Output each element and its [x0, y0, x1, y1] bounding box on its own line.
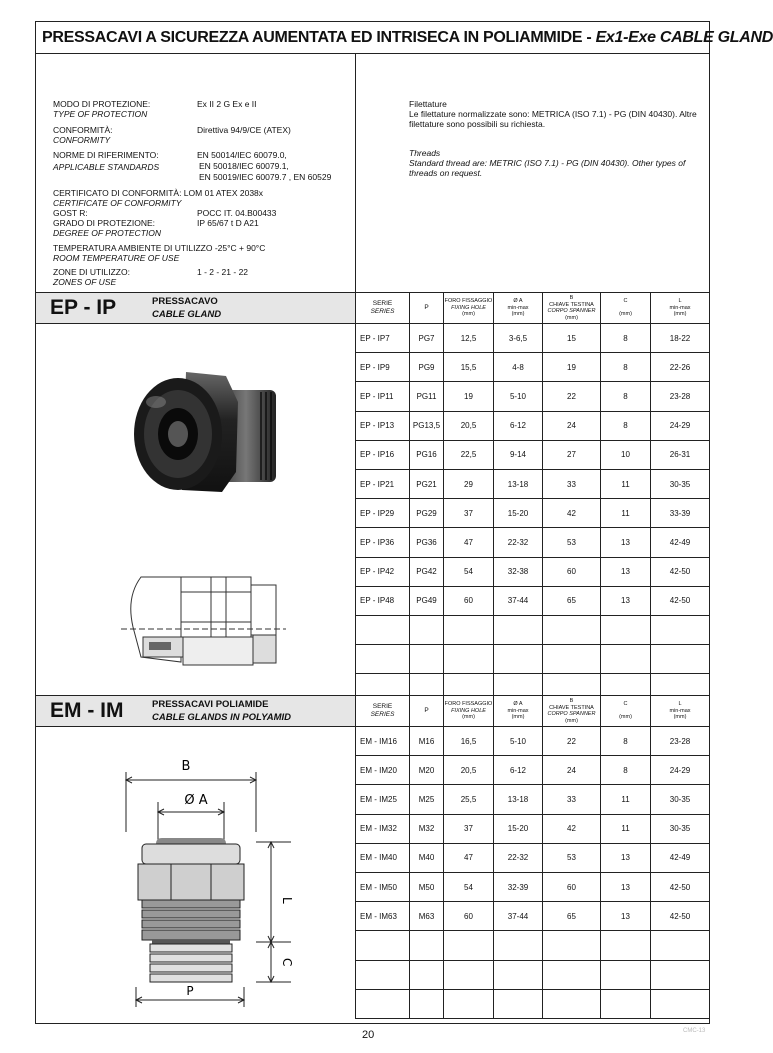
table-cell: PG36 — [410, 528, 444, 557]
table-cell: PG7 — [410, 324, 444, 353]
table-cell — [601, 989, 651, 1018]
table-cell: PG11 — [410, 382, 444, 411]
table-cell: PG16 — [410, 440, 444, 469]
table-cell: M50 — [410, 872, 444, 901]
table-cell: PG9 — [410, 353, 444, 382]
table-cell — [601, 615, 651, 644]
table-cell: PG49 — [410, 586, 444, 615]
em-table: SERIE SERIES P FORO FISSAGGIO FIXING HOLE (mm) Ø A min-max (mm) B CHIAVE TESTINA CORPO SPANNER (mm) C (mm) L min-max (mm) EM - IM16 M16 16,5 5-10 22 8 23-28 EM - IM20 M20 20,5 6-12 24 8 24-29 EM - IM25 M25 25,5 13-18 33 11 30-35 EM - IM32 M32 37 15-20 42 11 30-35 EM - IM40 M40 47 22-32 53 13 42-49 EM - IM50 M50 54 32-39 60 13 42-50 EM - IM63 M63 60 37-44 65 13 42-50 — [355, 695, 710, 1019]
table-cell — [543, 645, 601, 674]
table-cell: EP - IP36 — [356, 528, 410, 557]
table-cell: 8 — [601, 411, 651, 440]
table-cell: EM - IM63 — [356, 902, 410, 931]
table-cell: M32 — [410, 814, 444, 843]
table-cell: 11 — [601, 814, 651, 843]
table-cell: PG29 — [410, 499, 444, 528]
table-row — [356, 557, 710, 586]
table-row — [356, 989, 710, 1018]
table-cell: 37-44 — [494, 586, 543, 615]
dim-phi-a-label: Ø A — [184, 793, 208, 808]
table-cell: 26-31 — [651, 440, 710, 469]
dim-l-label: L — [280, 897, 294, 904]
table-cell: EP - IP16 — [356, 440, 410, 469]
table-cell: 22-32 — [494, 528, 543, 557]
table-cell: 42-50 — [651, 557, 710, 586]
table-cell: PG42 — [410, 557, 444, 586]
em-section-header: EM - IM PRESSACAVI POLIAMIDE CABLE GLANDS IN POLYAMID — [36, 695, 709, 727]
table-cell — [601, 931, 651, 960]
table-cell: 13 — [601, 528, 651, 557]
table-cell: 53 — [543, 528, 601, 557]
table-cell: EP - IP11 — [356, 382, 410, 411]
table-cell: 11 — [601, 785, 651, 814]
dim-p-label: P — [186, 984, 194, 998]
ep-section-header: EP - IP PRESSACAVO CABLE GLAND — [36, 292, 709, 324]
table-cell: 65 — [543, 586, 601, 615]
table-cell: 42-50 — [651, 586, 710, 615]
table-cell — [410, 615, 444, 644]
table-row — [356, 843, 710, 872]
threads-en-title: Threads — [409, 148, 441, 158]
table-row — [356, 382, 710, 411]
table-cell: EM - IM40 — [356, 843, 410, 872]
table-cell: 23-28 — [651, 382, 710, 411]
table-cell: 60 — [543, 557, 601, 586]
table-cell — [494, 645, 543, 674]
table-cell: 20,5 — [444, 756, 494, 785]
table-cell: EP - IP48 — [356, 586, 410, 615]
table-row — [356, 960, 710, 989]
table-cell — [410, 989, 444, 1018]
table-cell: 22 — [543, 382, 601, 411]
table-cell — [543, 615, 601, 644]
table-cell: 13 — [601, 586, 651, 615]
table-cell: 11 — [601, 469, 651, 498]
table-cell — [543, 931, 601, 960]
table-cell: 16,5 — [444, 727, 494, 756]
table-cell: EP - IP13 — [356, 411, 410, 440]
cable-gland-photo — [116, 362, 286, 502]
footer-code: CMC-13 — [683, 1028, 706, 1034]
table-cell — [444, 989, 494, 1018]
table-row — [356, 727, 710, 756]
table-cell: EM - IM32 — [356, 814, 410, 843]
table-cell: 47 — [444, 843, 494, 872]
cable-gland-section-drawing — [121, 547, 291, 677]
table-cell: 37 — [444, 814, 494, 843]
table-cell — [356, 615, 410, 644]
table-cell: 3-6,5 — [494, 324, 543, 353]
em-code: EM - IM — [50, 699, 124, 722]
table-cell: 32-39 — [494, 872, 543, 901]
conformity-value: Direttiva 94/9/CE (ATEX) — [197, 125, 291, 135]
table-cell: 30-35 — [651, 785, 710, 814]
table-cell: EM - IM25 — [356, 785, 410, 814]
table-cell: 13-18 — [494, 469, 543, 498]
table-cell: PG13,5 — [410, 411, 444, 440]
table-cell — [444, 645, 494, 674]
table-cell — [543, 989, 601, 1018]
table-cell: 8 — [601, 324, 651, 353]
table-cell: EM - IM50 — [356, 872, 410, 901]
table-cell: 13 — [601, 872, 651, 901]
table-cell: 5-10 — [494, 382, 543, 411]
table-cell: 54 — [444, 557, 494, 586]
specs-section: MODO DI PROTEZIONE: TYPE OF PROTECTION Ex II 2 G Ex e II CONFORMITÀ: CONFORMITY Direttiva 94/9/CE (ATEX) NORME DI RIFERIMENTO: APPLICABLE STANDARDS EN 50014/IEC 60079.0, EN 50018/IEC 60079.1, EN 50019/IEC 60079.7 , EN 60529 CERTIFICATO DI CONFORMITÀ: LOM 01 ATEX 2038x CERTIFICATE OF CONFORMITY GOST R: POCC IT. 04.B00433 GRADO DI PROTEZIONE: DEGREE OF PROTECTION IP 65/67 t D A21 TEMPERATURA AMBIENTE DI UTILIZZO -25°C + 90°C ROOM TEMPERATURE OF USE ZONE DI UTILIZZO: ZONES OF USE 1 - 2 - 21 - 22 Filettature Le filettature normalizzate sono: METRICA (ISO 7.1) - PG (DIN 40430). Altre filettature sono possibili su richiesta. Threads Standard thread are: METRIC (ISO 7.1) - PG (DIN 40430). Other types of threads on request. — [36, 54, 709, 314]
table-row — [356, 902, 710, 931]
table-cell — [651, 645, 710, 674]
table-cell: EP - IP21 — [356, 469, 410, 498]
table-cell: 18-22 — [651, 324, 710, 353]
table-cell: 13-18 — [494, 785, 543, 814]
page-number: 20 — [362, 1029, 375, 1041]
table-cell — [601, 960, 651, 989]
table-cell: 37-44 — [494, 902, 543, 931]
table-cell — [494, 931, 543, 960]
page-frame — [35, 21, 773, 1024]
table-cell: 19 — [543, 353, 601, 382]
table-cell: 22-32 — [494, 843, 543, 872]
table-cell — [356, 931, 410, 960]
table-row — [356, 615, 710, 644]
table-cell: 27 — [543, 440, 601, 469]
table-cell: 8 — [601, 756, 651, 785]
table-cell: EM - IM16 — [356, 727, 410, 756]
table-cell: 33 — [543, 469, 601, 498]
table-cell: 6-12 — [494, 756, 543, 785]
table-cell: 42 — [543, 814, 601, 843]
table-cell: 42 — [543, 499, 601, 528]
table-cell: 15 — [543, 324, 601, 353]
table-cell: 6-12 — [494, 411, 543, 440]
table-row — [356, 931, 710, 960]
table-cell — [494, 615, 543, 644]
ep-code: EP - IP — [50, 296, 117, 319]
table-cell: 24 — [543, 411, 601, 440]
table-row — [356, 528, 710, 557]
table-cell: 12,5 — [444, 324, 494, 353]
table-cell: 9-14 — [494, 440, 543, 469]
table-cell — [494, 989, 543, 1018]
table-cell: 4-8 — [494, 353, 543, 382]
table-cell — [444, 615, 494, 644]
dim-c-label: C — [280, 958, 294, 967]
table-cell: 42-49 — [651, 843, 710, 872]
table-cell: 37 — [444, 499, 494, 528]
table-cell: EP - IP9 — [356, 353, 410, 382]
table-cell: 60 — [444, 586, 494, 615]
table-cell: 30-35 — [651, 469, 710, 498]
table-cell: 22,5 — [444, 440, 494, 469]
protection-label: MODO DI PROTEZIONE: — [53, 99, 151, 109]
table-row — [356, 756, 710, 785]
table-cell — [356, 960, 410, 989]
table-cell: 32-38 — [494, 557, 543, 586]
table-row — [356, 814, 710, 843]
protection-value: Ex II 2 G Ex e II — [197, 99, 257, 109]
table-cell: 53 — [543, 843, 601, 872]
table-cell: 13 — [601, 902, 651, 931]
table-row — [356, 469, 710, 498]
table-row — [356, 499, 710, 528]
table-cell: 24-29 — [651, 756, 710, 785]
table-cell — [651, 989, 710, 1018]
table-cell: EM - IM20 — [356, 756, 410, 785]
table-cell: 15,5 — [444, 353, 494, 382]
table-cell — [601, 645, 651, 674]
table-cell — [651, 931, 710, 960]
table-cell: 5-10 — [494, 727, 543, 756]
table-cell: 60 — [444, 902, 494, 931]
table-cell: M25 — [410, 785, 444, 814]
table-cell: 54 — [444, 872, 494, 901]
table-cell: 15-20 — [494, 499, 543, 528]
table-cell: 29 — [444, 469, 494, 498]
table-cell: M63 — [410, 902, 444, 931]
table-row — [356, 353, 710, 382]
table-row — [356, 324, 710, 353]
table-cell — [410, 645, 444, 674]
table-cell: 8 — [601, 353, 651, 382]
table-cell: 42-49 — [651, 528, 710, 557]
em-dimension-drawing — [116, 752, 296, 1017]
ep-table: SERIE SERIES P FORO FISSAGGIO FIXING HOLE (mm) Ø A min-max (mm) B CHIAVE TESTINA CORPO SPANNER (mm) C (mm) L min-max (mm) EP - IP7 PG7 12,5 3-6,5 15 8 18-22 EP - IP9 PG9 15,5 4-8 19 8 22-26 EP - IP11 PG11 19 5-10 22 8 23-28 EP - IP13 PG13,5 20,5 6-12 24 8 24-29 EP - IP16 PG16 22,5 9-14 27 10 26-31 EP - IP21 PG21 29 13-18 33 11 30-35 EP - IP29 PG29 37 15-20 42 11 33-39 EP - IP36 PG36 47 22-32 53 13 42-49 EP - IP42 PG42 54 32-38 60 13 42-50 EP - IP48 PG49 60 37-44 65 13 42-50 — [355, 292, 710, 703]
table-cell: 19 — [444, 382, 494, 411]
threads-it-text: Le filettature normalizzate sono: METRICA (ISO 7.1) - PG (DIN 40430). Altre filettature sono possibili su richiesta. — [409, 109, 697, 129]
table-cell: EP - IP42 — [356, 557, 410, 586]
table-cell: EP - IP29 — [356, 499, 410, 528]
table-row — [356, 586, 710, 615]
table-row — [356, 645, 710, 674]
table-cell: EP - IP7 — [356, 324, 410, 353]
table-cell: 10 — [601, 440, 651, 469]
table-row — [356, 872, 710, 901]
table-cell: M16 — [410, 727, 444, 756]
table-cell: 42-50 — [651, 872, 710, 901]
table-cell: 13 — [601, 843, 651, 872]
table-row — [356, 785, 710, 814]
table-cell: 20,5 — [444, 411, 494, 440]
table-cell — [410, 931, 444, 960]
table-cell: 13 — [601, 557, 651, 586]
table-cell: 24-29 — [651, 411, 710, 440]
table-cell — [444, 931, 494, 960]
table-cell: 60 — [543, 872, 601, 901]
table-cell: M20 — [410, 756, 444, 785]
table-cell: M40 — [410, 843, 444, 872]
table-row — [356, 411, 710, 440]
table-cell — [651, 960, 710, 989]
table-cell: 65 — [543, 902, 601, 931]
table-cell: 25,5 — [444, 785, 494, 814]
table-cell — [356, 989, 410, 1018]
table-cell: 23-28 — [651, 727, 710, 756]
page-title: PRESSACAVI A SICUREZZA AUMENTATA ED INTRISECA IN POLIAMMIDE - Ex1-Exe CABLE GLAND — [36, 22, 709, 54]
table-cell: 22-26 — [651, 353, 710, 382]
threads-it-title: Filettature — [409, 99, 447, 109]
table-cell — [444, 960, 494, 989]
table-cell: 24 — [543, 756, 601, 785]
threads-en-text: Standard thread are: METRIC (ISO 7.1) - PG (DIN 40430). Other types of threads on request. — [409, 158, 686, 178]
table-cell: 11 — [601, 499, 651, 528]
table-cell: 8 — [601, 382, 651, 411]
table-cell: 15-20 — [494, 814, 543, 843]
table-cell — [356, 645, 410, 674]
table-cell: 33 — [543, 785, 601, 814]
table-cell: 30-35 — [651, 814, 710, 843]
table-cell — [651, 615, 710, 644]
table-cell — [410, 960, 444, 989]
table-cell: 22 — [543, 727, 601, 756]
table-cell: PG21 — [410, 469, 444, 498]
dim-b-label: B — [181, 759, 191, 774]
table-cell: 33-39 — [651, 499, 710, 528]
table-cell: 8 — [601, 727, 651, 756]
table-cell: 42-50 — [651, 902, 710, 931]
table-cell — [494, 960, 543, 989]
table-row — [356, 440, 710, 469]
table-cell — [543, 960, 601, 989]
table-cell: 47 — [444, 528, 494, 557]
